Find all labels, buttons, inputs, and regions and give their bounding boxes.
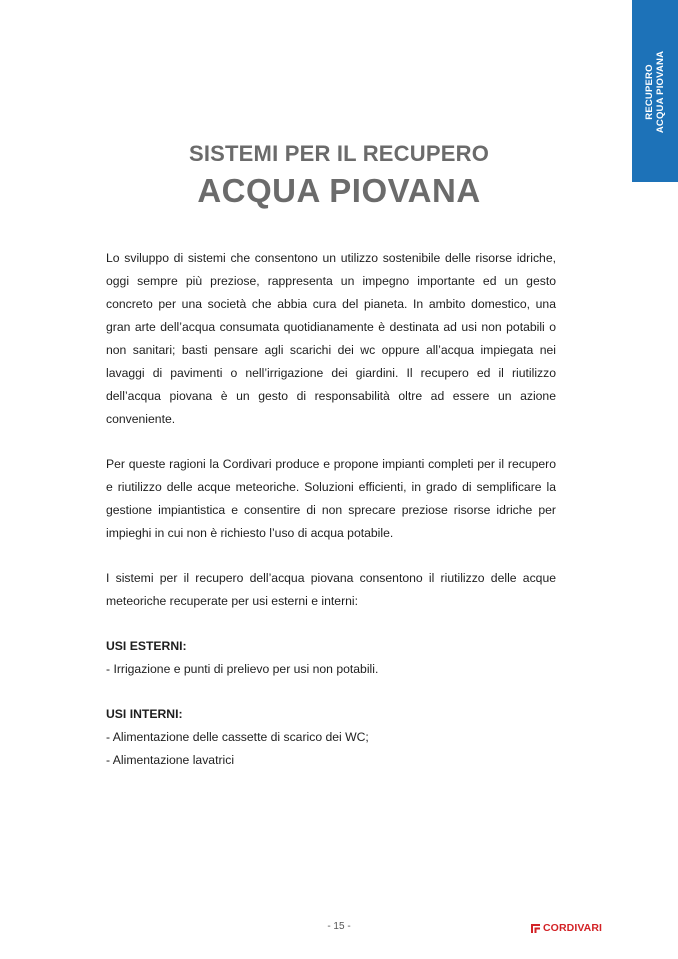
paragraph-intro: Lo sviluppo di sistemi che consentono un utilizzo sostenibile delle risorse idriche, oggi sempre più preziose, rappresenta un impegno importante ed un gesto concreto per una società che abbia cura del pianeta. In ambito domestico, una gran arte dell’acqua consumata quotidianamente è destinata ad usi non potabili o non sanitari; basti pensare agli scarichi dei wc oppure all’acqua impiegata nei lavaggi di pavimenti o nell’irrigazione dei giardini. Il recupero ed il riutilizzo dell’acqua piovana è un gesto di responsabilità oltre ad essere un azione conveniente. (106, 251, 556, 426)
side-tab-line2: ACQUA PIOVANA (655, 50, 666, 134)
page-title (0, 140, 678, 211)
side-tab-label (644, 51, 666, 133)
paragraph-systems: I sistemi per il recupero dell’acqua piovana consentono il riutilizzo delle acque meteoriche recuperate per usi esterni e interni: (106, 571, 556, 608)
page-title-line1: SISTEMI PER IL RECUPERO (188, 141, 490, 166)
list-item: - Alimentazione lavatrici (106, 753, 235, 767)
page-number: - 15 - (327, 921, 351, 932)
body-content (106, 247, 556, 794)
page-title-line2: ACQUA PIOVANA (197, 172, 481, 209)
usi-esterni-heading: USI ESTERNI: (106, 639, 187, 653)
list-item: - Alimentazione delle cassette di scarico dei WC; (106, 730, 369, 744)
usi-interni-heading: USI INTERNI: (106, 707, 183, 721)
paragraph-cordivari: Per queste ragioni la Cordivari produce e propone impianti completi per il recupero e riutilizzo delle acque meteoriche. Soluzioni efficienti, in grado di semplificare la gestione impiantistica e consentire di non sprecare preziose risorse idriche per impieghi in cui non è richiesto l’uso di acqua potabile. (106, 457, 556, 540)
side-tab-line1: RECUPERO (644, 64, 655, 120)
cordivari-logo-text: CORDIVARI (543, 922, 603, 934)
list-item: - Irrigazione e punti di prelievo per usi non potabili. (106, 662, 379, 676)
usi-interni-section (106, 703, 556, 772)
cordivari-logo (531, 922, 602, 934)
cordivari-mark-icon (531, 924, 540, 933)
usi-esterni-section (106, 635, 556, 681)
